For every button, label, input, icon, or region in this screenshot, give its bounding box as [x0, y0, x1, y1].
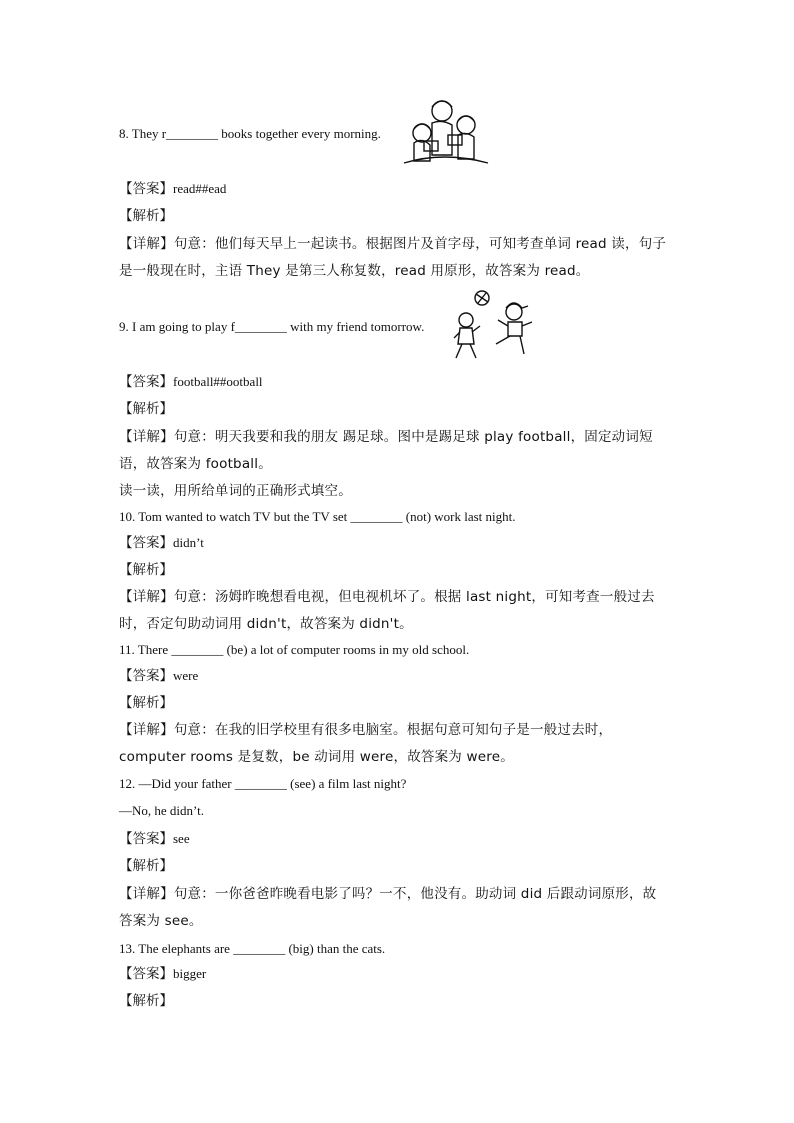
- q8-detail-line-1: [119, 235, 666, 253]
- q9-answer: football##ootball: [173, 374, 263, 389]
- detail-tag: 【详解】: [119, 429, 174, 445]
- detail-tag: 【详解】: [119, 886, 174, 902]
- q8-answer-row: [119, 180, 226, 198]
- q10-detail-line-1: [119, 588, 655, 606]
- q11-question: 11. There ________ (be) a lot of computer rooms in my old school.: [119, 642, 470, 657]
- q9-detail-line-2: 语，故答案为 football。: [119, 456, 272, 472]
- q12-detail-text-1: 句意：一你爸爸昨晚看电影了吗？一不，他没有。助动词 did 后跟动词原形，故: [173, 886, 657, 902]
- q10-answer: didn’t: [173, 535, 204, 550]
- detail-tag: 【详解】: [119, 589, 174, 605]
- q10-analysis-tag: 【解析】: [119, 562, 173, 578]
- q10-question: 10. Tom wanted to watch TV but the TV set ________ (not) work last night.: [119, 509, 516, 524]
- q8-analysis-tag: 【解析】: [119, 208, 173, 224]
- answer-tag: 【答案】: [119, 535, 173, 551]
- q13-analysis-tag: 【解析】: [119, 993, 173, 1009]
- q12-answer-row: [119, 830, 190, 848]
- q11-answer-row: [119, 667, 198, 685]
- q12-detail-line-1: [119, 885, 656, 903]
- q9-question: 9. I am going to play f________ with my friend tomorrow.: [119, 319, 425, 334]
- q8-answer: read##ead: [173, 181, 227, 196]
- answer-tag: 【答案】: [119, 831, 173, 847]
- q9-detail-text-1: 句意：明天我要和我的朋友 踢足球。图中是踢足球 play football，固定动词短: [173, 429, 653, 445]
- q12-analysis-tag: 【解析】: [119, 858, 173, 874]
- q9-analysis-tag: 【解析】: [119, 401, 173, 417]
- q13-answer: bigger: [173, 966, 207, 981]
- q10-detail-text-1: 句意：汤姆昨晚想看电视，但电视机坏了。根据 last night，可知考查一般过去: [173, 589, 655, 605]
- q13-question: 13. The elephants are ________ (big) than the cats.: [119, 941, 386, 956]
- q12-reply: —No, he didn’t.: [119, 803, 204, 818]
- answer-tag: 【答案】: [119, 374, 173, 390]
- children-reading-illustration: [400, 95, 492, 169]
- detail-tag: 【详解】: [119, 236, 174, 252]
- q12-question: 12. —Did your father ________ (see) a film last night?: [119, 776, 407, 791]
- q9-answer-row: [119, 373, 263, 391]
- q11-answer: were: [173, 668, 199, 683]
- q11-analysis-tag: 【解析】: [119, 695, 173, 711]
- section-instruction: 读一读，用所给单词的正确形式填空。: [119, 483, 352, 499]
- q11-detail-line-1: [119, 721, 612, 739]
- q12-answer: see: [173, 831, 190, 846]
- q11-detail-line-2: computer rooms 是复数，be 动词用 were，故答案为 were。: [119, 749, 514, 765]
- q11-detail-text-1: 句意：在我的旧学校里有很多电脑室。根据句意可知句子是一般过去时，: [173, 722, 613, 738]
- q10-detail-line-2: 时，否定句助动词用 didn't，故答案为 didn't。: [119, 616, 413, 632]
- q8-detail-text-1: 句意：他们每天早上一起读书。根据图片及首字母，可知考查单词 read 读，句子: [173, 236, 667, 252]
- answer-tag: 【答案】: [119, 668, 173, 684]
- q8-detail-line-2: 是一般现在时，主语 They 是第三人称复数，read 用原形，故答案为 read。: [119, 263, 590, 279]
- q10-answer-row: [119, 534, 204, 552]
- q13-answer-row: [119, 965, 206, 983]
- q12-detail-line-2: 答案为 see。: [119, 913, 203, 929]
- q9-detail-line-1: [119, 428, 653, 446]
- answer-tag: 【答案】: [119, 181, 173, 197]
- detail-tag: 【详解】: [119, 722, 174, 738]
- answer-tag: 【答案】: [119, 966, 173, 982]
- q8-question: 8. They r________ books together every morning.: [119, 126, 381, 141]
- boys-playing-football-illustration: [450, 288, 538, 364]
